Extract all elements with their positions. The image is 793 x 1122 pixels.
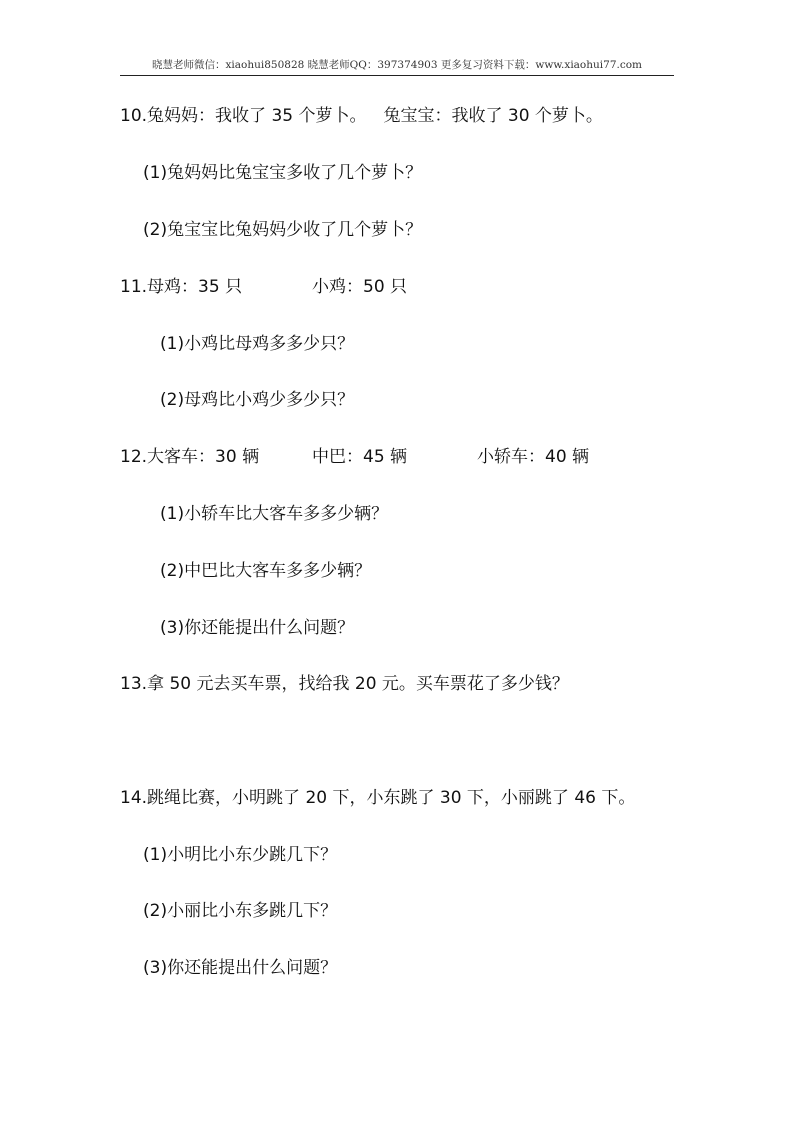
question-10-stem xyxy=(120,105,603,127)
question-12-stem-part1: 12.大客车：30 辆 xyxy=(120,447,260,467)
question-10-sub-2: (2)兔宝宝比兔妈妈少收了几个萝卜？ xyxy=(143,220,423,240)
question-12-sub-1: (1)小轿车比大客车多多少辆？ xyxy=(160,504,389,524)
question-11-sub-1: (1)小鸡比母鸡多多少只？ xyxy=(160,334,355,354)
question-11-stem-part2: 小鸡：50 只 xyxy=(312,277,408,297)
question-14-sub-1: (1)小明比小东少跳几下？ xyxy=(143,845,338,865)
question-12-stem-part2: 中巴：45 辆 xyxy=(312,447,408,467)
question-11-sub-2: (2)母鸡比小鸡少多少只？ xyxy=(160,390,355,410)
page-header: 晓慧老师微信：xiaohui850828 晓慧老师QQ：397374903 更多复习资料下载：www.xiaohui77.com xyxy=(120,57,674,76)
question-14-sub-2: (2)小丽比小东多跳几下？ xyxy=(143,901,338,921)
question-10-stem-part2: 兔宝宝：我收了 30 个萝卜。 xyxy=(383,106,603,126)
question-11-stem-part1: 11.母鸡：35 只 xyxy=(120,277,243,297)
question-12-stem-part3: 小轿车：40 辆 xyxy=(477,447,590,467)
question-14-sub-3: (3)你还能提出什么问题？ xyxy=(143,958,338,978)
question-10-sub-1: (1)兔妈妈比兔宝宝多收了几个萝卜？ xyxy=(143,163,423,183)
question-13-stem: 13.拿 50 元去买车票，找给我 20 元。买车票花了多少钱？ xyxy=(120,674,569,694)
question-14-stem: 14.跳绳比赛，小明跳了 20 下，小东跳了 30 下，小丽跳了 46 下。 xyxy=(120,788,636,808)
question-10-stem-part1: 10.兔妈妈：我收了 35 个萝卜。 xyxy=(120,106,367,126)
question-12-sub-3: (3)你还能提出什么问题？ xyxy=(160,618,355,638)
question-12-sub-2: (2)中巴比大客车多多少辆？ xyxy=(160,561,372,581)
